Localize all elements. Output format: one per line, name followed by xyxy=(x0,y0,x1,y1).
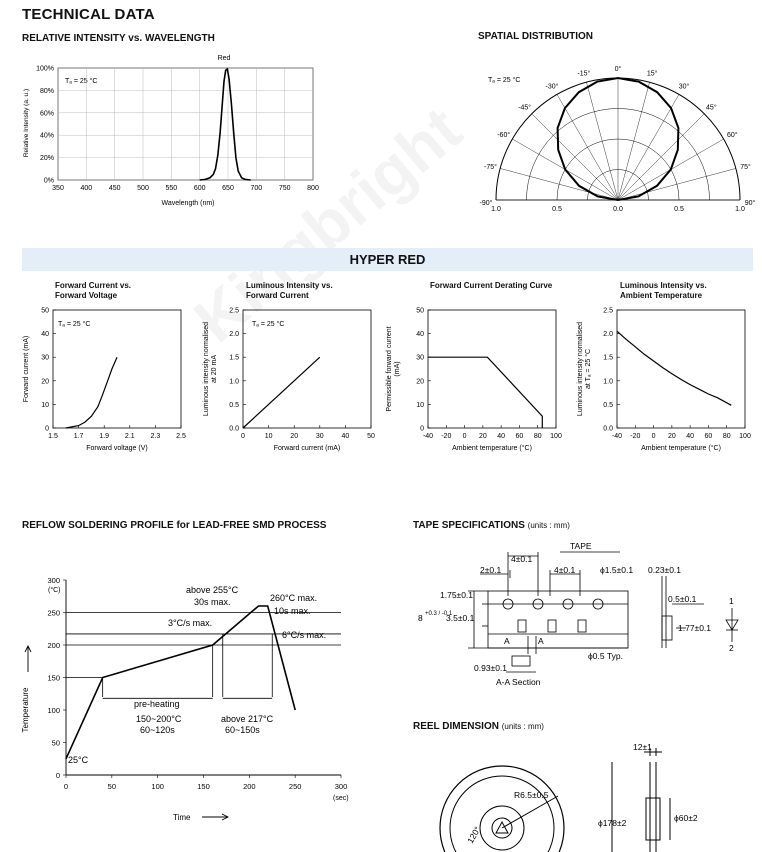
y-tick-label: 2.0 xyxy=(229,331,239,339)
tape-title-text: TAPE SPECIFICATIONS xyxy=(413,520,525,531)
lum-temp-ylabel: Luminous intensity normalised xyxy=(577,321,584,417)
derating-ylabel2: (mA) xyxy=(394,361,401,377)
fwd-current-curve xyxy=(66,357,117,428)
derating-chart xyxy=(383,302,568,460)
x-tick-label: 100 xyxy=(550,433,562,440)
arrow-up-icon xyxy=(25,646,31,672)
x-tick-label: 40 xyxy=(341,433,350,440)
radial-label: 0.5 xyxy=(552,206,562,213)
y-tick-label: 0.5 xyxy=(229,401,239,409)
y-tick-label: 20 xyxy=(41,378,49,386)
radial-label: 1.0 xyxy=(491,206,501,213)
relative-intensity-curve xyxy=(200,69,251,180)
y-tick-label: 300 xyxy=(47,576,60,585)
angle-label: 30° xyxy=(678,83,690,91)
arrow-right-icon xyxy=(202,814,228,820)
tape-pitch2: 2±0.1 xyxy=(480,565,502,575)
x-tick-label: 700 xyxy=(250,185,263,192)
diode-pin-1: 1 xyxy=(729,596,734,606)
reflow-profile-curve xyxy=(66,606,295,759)
y-tick-label: 1.0 xyxy=(603,378,613,386)
spatial-grid xyxy=(496,78,740,200)
y-tick-label: 1.0 xyxy=(229,378,239,386)
x-tick-label: 600 xyxy=(193,185,206,192)
y-tick-label: 2.0 xyxy=(603,331,613,339)
lum-temp-chart xyxy=(572,302,757,460)
derating-xlabel: Ambient temperature (°C) xyxy=(452,445,532,452)
hyper-red-label: HYPER RED xyxy=(349,252,426,267)
x-tick-label: 0 xyxy=(241,433,245,440)
x-tick-label: 30 xyxy=(315,433,324,440)
polar-spoke xyxy=(618,82,650,200)
spatial-chart xyxy=(476,60,756,215)
x-tick-label: 400 xyxy=(80,185,93,192)
page-title: TECHNICAL DATA xyxy=(22,6,155,23)
reflow-xunit: (sec) xyxy=(333,795,349,802)
plot-frame xyxy=(617,310,745,428)
reel-radius: R6.5±0.5 xyxy=(514,790,549,800)
angle-label: 90° xyxy=(744,200,756,207)
reel-hub-diameter: ϕ60±2 xyxy=(674,813,698,823)
reflow-ramp3: 3°C/s max. xyxy=(168,618,213,628)
y-tick-label: 30 xyxy=(41,354,49,362)
reflow-above217: above 217°C xyxy=(221,714,274,724)
x-tick-label: -20 xyxy=(441,433,452,440)
relative-intensity-chart xyxy=(20,48,340,213)
x-tick-label: 1.7 xyxy=(73,433,84,440)
y-tick-label: 150 xyxy=(47,673,60,683)
y-tick-label: 50 xyxy=(51,738,60,748)
x-tick-label: 500 xyxy=(137,185,149,192)
x-tick-label: 150 xyxy=(197,782,210,791)
x-tick-label: 80 xyxy=(533,433,542,440)
tape-thickness: 0.23±0.1 xyxy=(648,565,682,575)
lum-current-xlabel: Forward current (mA) xyxy=(273,445,341,452)
relative-intensity-ylabel: Relative Intensity (a. u.) xyxy=(23,88,30,158)
y-tick-label: 0.0 xyxy=(603,425,613,433)
y-tick-label: 0.5 xyxy=(603,401,613,409)
reflow-above255: above 255°C xyxy=(186,585,239,595)
y-tick-label: 0 xyxy=(55,771,60,780)
x-tick-label: 750 xyxy=(278,185,291,192)
x-tick-label: -40 xyxy=(422,433,434,440)
reflow-10s: 10s max. xyxy=(274,606,311,616)
angle-label: -60° xyxy=(497,132,511,139)
reel-angle: 120° xyxy=(465,824,483,845)
y-tick-label: 50 xyxy=(41,307,49,315)
polar-spoke xyxy=(586,82,618,200)
tape-093: 0.93±0.1 xyxy=(474,663,508,673)
polar-spoke xyxy=(618,168,736,200)
lum-temp-ylabel2: at Tₐ = 25 °C xyxy=(585,348,592,390)
reflow-title: REFLOW SOLDERING PROFILE for LEAD-FREE SMD PROCESS xyxy=(22,520,327,531)
x-tick-label: 0 xyxy=(651,433,656,440)
reflow-start-temp: 25°C xyxy=(68,755,89,765)
lum-temp-curve xyxy=(617,331,731,405)
derating-axes xyxy=(416,308,562,441)
lum-current-chart xyxy=(198,302,383,460)
x-tick-label: 650 xyxy=(222,185,234,192)
x-tick-label: 300 xyxy=(334,782,348,791)
angle-label: 0° xyxy=(614,66,622,73)
x-tick-label: 200 xyxy=(243,782,256,791)
x-tick-label: 2.5 xyxy=(176,433,186,440)
y-tick-label: 0 xyxy=(420,425,424,433)
x-tick-label: 50 xyxy=(107,782,117,791)
reflow-ramp6: 6°C/s max. xyxy=(282,630,327,640)
y-tick-label: 80% xyxy=(39,87,54,95)
x-tick-label: 2.1 xyxy=(124,433,135,440)
y-tick-label: 30 xyxy=(416,354,424,362)
tape-units: (units : mm) xyxy=(527,521,570,530)
lum-current-ylabel2: at 20 mA xyxy=(211,354,218,384)
reflow-preheat-range: 150~200°C xyxy=(136,714,182,724)
x-tick-label: 40 xyxy=(686,433,695,440)
reflow-yunit: (°C) xyxy=(48,587,61,594)
lum-temp-xlabel: Ambient temperature (°C) xyxy=(641,445,721,452)
y-tick-label: 20 xyxy=(416,378,424,386)
x-tick-label: -20 xyxy=(630,433,641,440)
fwd-current-title xyxy=(55,281,131,301)
peak-label: Red xyxy=(217,55,231,62)
x-tick-label: 0 xyxy=(63,782,69,791)
lum-current-title-line2: Forward Current xyxy=(246,291,309,300)
relative-intensity-xlabel: Wavelength (nm) xyxy=(161,200,215,207)
x-tick-label: 800 xyxy=(307,185,319,192)
x-tick-label: 20 xyxy=(667,433,676,440)
y-tick-label: 0 xyxy=(45,425,49,433)
angle-label: 15° xyxy=(646,70,658,78)
x-tick-label: 2.3 xyxy=(150,433,161,440)
angle-label: 75° xyxy=(740,163,751,171)
reel-outer-diameter: ϕ178±2 xyxy=(598,818,627,828)
reel-units: (units : mm) xyxy=(501,722,544,731)
x-tick-label: 100 xyxy=(739,433,751,440)
y-tick-label: 1.5 xyxy=(603,354,613,362)
x-tick-label: 450 xyxy=(108,185,121,192)
y-tick-label: 10 xyxy=(41,401,49,409)
radial-label: 1.0 xyxy=(735,206,745,213)
lum-temp-axes xyxy=(603,308,751,441)
tape-drawing xyxy=(410,536,760,694)
tape-hole: ϕ1.5±0.1 xyxy=(600,565,634,575)
fwd-current-xlabel: Forward voltage (V) xyxy=(86,445,148,452)
reflow-ylabel: Temperature xyxy=(21,687,30,733)
lum-current-note: Tₐ = 25 °C xyxy=(252,321,285,328)
tape-title xyxy=(413,520,570,531)
reel-width: 12±1 xyxy=(633,742,652,752)
y-tick-label: 40 xyxy=(41,331,49,339)
tape-177: 1.77±0.1 xyxy=(678,623,712,633)
lum-current-ylabel: Luminous intensity normalised xyxy=(203,321,210,417)
radial-label: 0.0 xyxy=(613,206,623,213)
y-tick-label: 0% xyxy=(43,177,54,185)
polar-spoke xyxy=(618,114,704,200)
reel-title xyxy=(413,721,544,732)
fwd-current-title-line2: Forward Voltage xyxy=(55,291,118,300)
y-tick-label: 250 xyxy=(47,608,60,618)
lum-current-title-line1: Luminous Intensity vs. xyxy=(246,281,333,290)
reflow-chart xyxy=(18,570,363,852)
reflow-xlabel: Time xyxy=(173,813,191,822)
angle-label: 60° xyxy=(727,132,738,139)
reflow-260max: 260°C max. xyxy=(270,593,318,603)
diode-pin-2: 2 xyxy=(729,643,734,653)
tape-section-label: A-A Section xyxy=(496,677,541,687)
tape-35: 3.5±0.1 xyxy=(446,613,475,623)
x-tick-label: 60 xyxy=(704,433,713,440)
lum-current-title xyxy=(246,281,333,301)
x-tick-label: 80 xyxy=(722,433,731,440)
lum-current-curve xyxy=(243,357,320,428)
x-tick-label: 20 xyxy=(478,433,487,440)
tape-section-a-right: A xyxy=(538,636,544,646)
reflow-217-time: 60~150s xyxy=(225,725,260,735)
reel-title-text: REEL DIMENSION xyxy=(413,721,499,732)
y-tick-label: 1.5 xyxy=(229,354,239,362)
polar-spoke xyxy=(618,94,679,200)
x-tick-label: 50 xyxy=(367,433,375,440)
derating-ylabel: Permissible forward current xyxy=(386,326,393,412)
spatial-note: Tₐ = 25 °C xyxy=(488,77,521,84)
lum-temp-title xyxy=(620,281,707,301)
tape-05: 0.5±0.1 xyxy=(668,594,697,604)
x-tick-label: 1.5 xyxy=(48,433,58,440)
polar-spoke xyxy=(557,94,618,200)
fwd-current-ylabel: Forward current (mA) xyxy=(23,335,30,403)
relative-intensity-note: Tₐ = 25 °C xyxy=(65,78,98,85)
polar-spoke xyxy=(500,168,618,200)
lum-temp-title-line1: Luminous Intensity vs. xyxy=(620,281,707,290)
spatial-title: SPATIAL DISTRIBUTION xyxy=(478,31,593,42)
y-tick-label: 10 xyxy=(416,401,424,409)
y-tick-label: 0.0 xyxy=(229,425,239,433)
derating-title-line1: Forward Current Derating Curve xyxy=(430,281,553,290)
y-tick-label: 50 xyxy=(416,307,424,315)
x-tick-label: 0 xyxy=(462,433,467,440)
angle-label: -90° xyxy=(479,200,493,207)
x-tick-label: -40 xyxy=(611,433,623,440)
angle-label: -75° xyxy=(484,163,497,171)
spatial-angle-labels xyxy=(480,65,756,207)
derating-title xyxy=(430,281,552,291)
fwd-current-note: Tₐ = 25 °C xyxy=(58,321,91,328)
x-tick-label: 250 xyxy=(288,782,302,791)
x-tick-label: 40 xyxy=(497,433,506,440)
tape-section-a-left: A xyxy=(504,636,510,646)
relative-intensity-title: RELATIVE INTENSITY vs. WAVELENGTH xyxy=(22,33,215,44)
lum-temp-title-line2: Ambient Temperature xyxy=(620,291,703,300)
polar-spoke xyxy=(532,114,618,200)
x-tick-label: 550 xyxy=(165,185,178,192)
angle-label: 45° xyxy=(706,104,717,112)
radial-label: 0.5 xyxy=(674,206,684,213)
angle-label: -30° xyxy=(545,83,559,91)
reel-drawing xyxy=(430,736,760,852)
tape-phi05: ϕ0.5 Typ. xyxy=(588,651,624,661)
x-tick-label: 10 xyxy=(264,433,273,440)
y-tick-label: 40% xyxy=(39,132,54,140)
reflow-preheat: pre-heating xyxy=(134,699,180,709)
tape-pitch4-b: 4±0.1 xyxy=(554,565,576,575)
tape-width: 8 xyxy=(418,613,423,623)
spatial-radial-labels xyxy=(491,206,745,213)
y-tick-label: 2.5 xyxy=(229,307,239,315)
fwd-current-title-line1: Forward Current vs. xyxy=(55,281,132,290)
hyper-red-band xyxy=(22,248,753,271)
x-tick-label: 60 xyxy=(515,433,524,440)
reflow-preheat-time: 60~120s xyxy=(140,725,175,735)
fwd-current-chart xyxy=(18,302,193,460)
tape-175: 1.75±0.1 xyxy=(440,590,474,600)
x-tick-label: 1.9 xyxy=(99,433,110,440)
reflow-30s: 30s max. xyxy=(194,597,231,607)
y-tick-label: 200 xyxy=(47,641,60,650)
derating-curve xyxy=(428,357,542,428)
angle-label: -15° xyxy=(577,70,591,78)
tape-label: TAPE xyxy=(570,541,592,551)
y-tick-label: 20% xyxy=(39,155,54,163)
tape-width-tolerance: +0.3 / -0.1 xyxy=(425,611,453,617)
angle-label: -45° xyxy=(518,104,532,112)
tape-pitch4-a: 4±0.1 xyxy=(511,554,533,564)
y-tick-label: 100 xyxy=(47,706,60,715)
y-tick-label: 2.5 xyxy=(603,307,613,315)
x-tick-label: 100 xyxy=(151,782,164,791)
y-tick-label: 60% xyxy=(39,110,54,118)
y-tick-label: 100% xyxy=(36,65,54,73)
y-tick-label: 40 xyxy=(416,331,424,339)
x-tick-label: 350 xyxy=(52,185,64,192)
x-tick-label: 20 xyxy=(290,433,299,440)
